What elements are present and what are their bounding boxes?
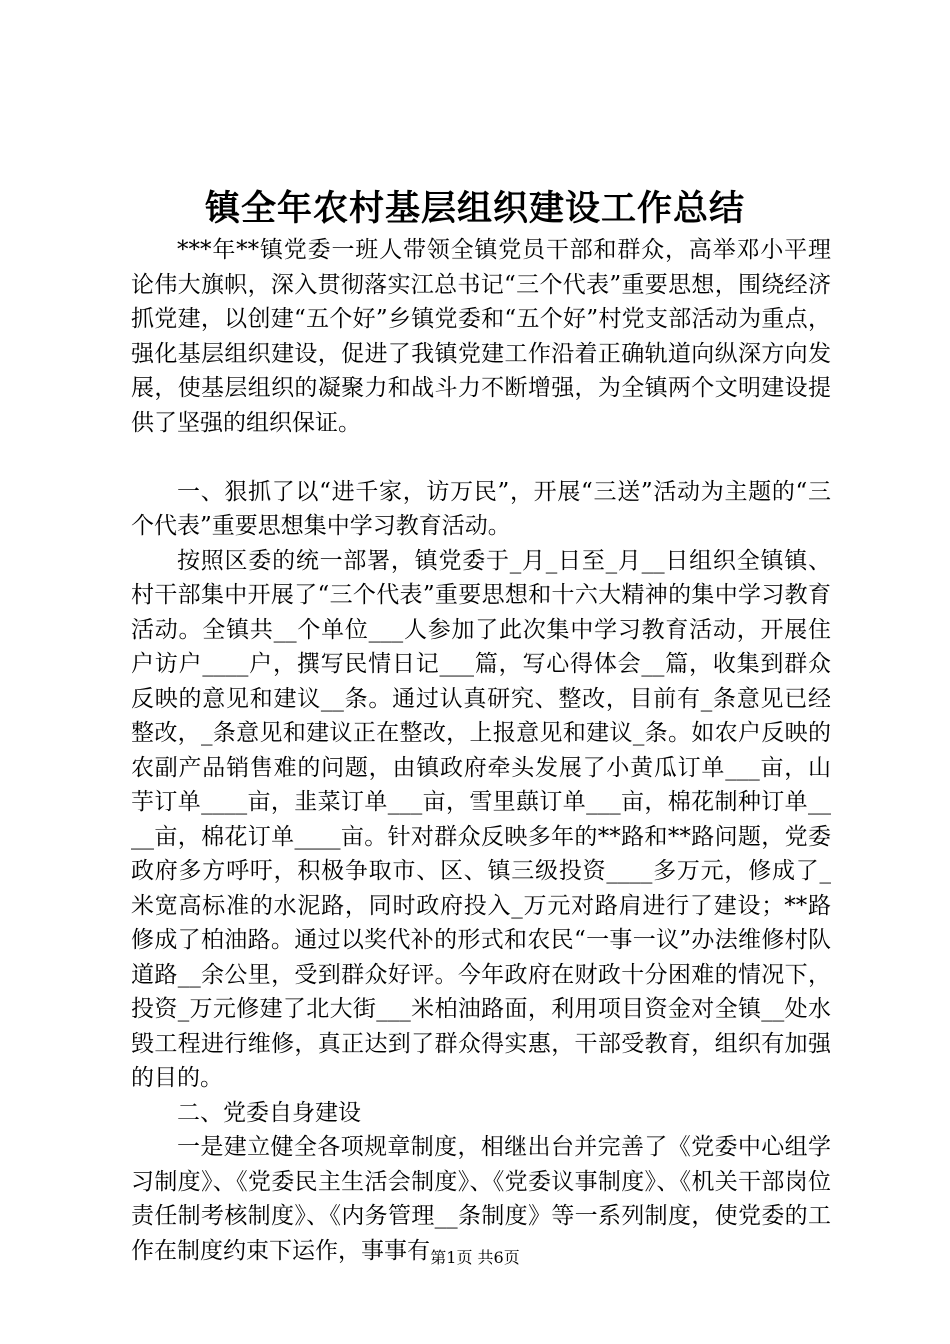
section-two-paragraph: 一是建立健全各项规章制度，相继出台并完善了《党委中心组学习制度》、《党委民主生活会制度》、《党委议事制度》、《机关干部岗位责任制考核制度》、《内务管理__条制度》等一系列制度，使党委的工作在制度约束下运作，事事有	[131, 1134, 831, 1264]
document-title: 镇全年农村基层组织建设工作总结	[204, 188, 745, 229]
section-one-heading: 一、狠抓了以“进千家，访万民”，开展“三送”活动为主题的“三个代表”重要思想集中学习教育活动。	[131, 478, 831, 539]
section-two-heading: 二、党委自身建设	[177, 1099, 361, 1126]
document-body	[131, 233, 831, 1268]
section-one-paragraph: 按照区委的统一部署，镇党委于_月_日至_月__日组织全镇镇、村干部集中开展了“三个代表”重要思想和十六大精神的集中学习教育活动。全镇共__个单位___人参加了此次集中学习教育活动，开展住户访户____户，撰写民情日记___篇，写心得体会__篇，收集到群众反映的意见和建议__条。通过认真研究、整改，目前有_条意见已经整改，_条意见和建议正在整改，上报意见和建议_条。如农户反映的农副产品销售难的问题，由镇政府牵头发展了小黄瓜订单___亩，山芋订单____亩，韭菜订单___亩，雪里蕻订单___亩，棉花制种订单____亩，棉花订单____亩。针对群众反映多年的**路和**路问题，党委政府多方呼吁，积极争取市、区、镇三级投资____多万元，修成了_米宽高标准的水泥路，同时政府投入_万元对路肩进行了建设；**路修成了柏油路。通过以奖代补的形式和农民“一事一议”办法维修村队道路__余公里，受到群众好评。今年政府在财政十分困难的情况下，投资_万元修建了北大街___米柏油路面，利用项目资金对全镇__处水毁工程进行维修，真正达到了群众得实惠，干部受教育，组织有加强的目的。	[131, 547, 831, 1091]
intro-paragraph: ***年**镇党委一班人带领全镇党员干部和群众，高举邓小平理论伟大旗帜，深入贯彻落实江总书记“三个代表”重要思想，围绕经济抓党建，以创建“五个好”乡镇党委和“五个好”村党支部活动为重点，强化基层组织建设，促进了我镇党建工作沿着正确轨道向纵深方向发展，使基层组织的凝聚力和战斗力不断增强，为全镇两个文明建设提供了坚强的组织保证。	[131, 237, 831, 436]
page-footer: 第1页 共6页	[430, 1248, 520, 1267]
